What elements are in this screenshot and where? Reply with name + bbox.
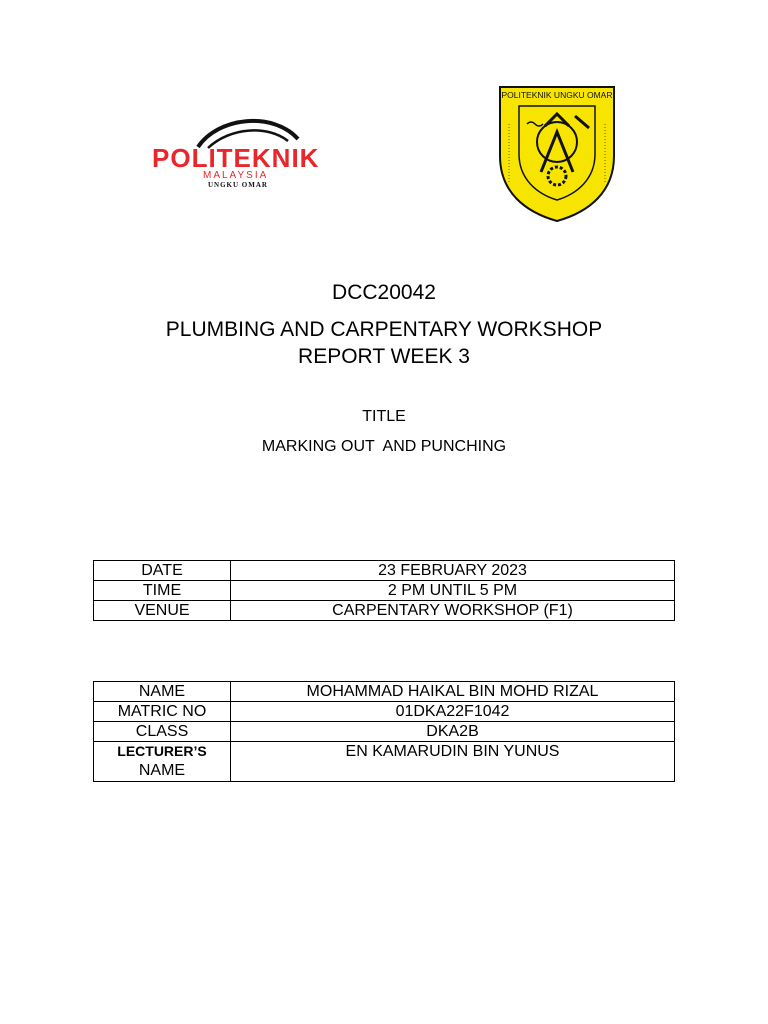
course-title: [0, 316, 768, 370]
table-row: [94, 561, 675, 581]
student-details-table: [93, 681, 675, 782]
time-label: TIME: [94, 581, 231, 601]
table-row: [94, 702, 675, 722]
name-value: MOHAMMAD HAIKAL BIN MOHD RIZAL: [231, 682, 675, 702]
matric-label: MATRIC NO: [94, 702, 231, 722]
table-row: [94, 742, 675, 782]
class-value: DKA2B: [231, 722, 675, 742]
politeknik-ungku-omar-crest: [497, 84, 617, 224]
report-title: MARKING OUT AND PUNCHING: [261, 438, 507, 455]
table-row: [94, 722, 675, 742]
svg-text:UNGKU OMAR: UNGKU OMAR: [208, 181, 268, 189]
venue-value: CARPENTARY WORKSHOP (F1): [231, 601, 675, 621]
lecturer-label: [94, 742, 231, 782]
venue-label: VENUE: [94, 601, 231, 621]
svg-text:POLITEKNIK: POLITEKNIK: [152, 143, 320, 173]
course-code: DCC20042: [332, 281, 436, 304]
date-value: 23 FEBRUARY 2023: [231, 561, 675, 581]
name-label: NAME: [94, 682, 231, 702]
course-title-line-2: REPORT WEEK 3: [298, 345, 470, 368]
title-heading: TITLE: [362, 408, 406, 425]
lecturer-value: EN KAMARUDIN BIN YUNUS: [231, 742, 675, 782]
course-title-line-1: PLUMBING AND CARPENTARY WORKSHOP: [165, 318, 603, 341]
table-row: [94, 581, 675, 601]
table-row: [94, 601, 675, 621]
class-label: CLASS: [94, 722, 231, 742]
politeknik-malaysia-logo: [148, 115, 340, 190]
matric-value: 01DKA22F1042: [231, 702, 675, 722]
time-value: 2 PM UNTIL 5 PM: [231, 581, 675, 601]
lecturer-label-line-2: NAME: [138, 762, 186, 779]
lecturer-label-line-1: LECTURER’S: [117, 743, 207, 759]
table-row: [94, 682, 675, 702]
svg-text:MALAYSIA: MALAYSIA: [203, 170, 269, 181]
session-details-table: [93, 560, 675, 621]
date-label: DATE: [94, 561, 231, 581]
svg-text:POLITEKNIK UNGKU OMAR: POLITEKNIK UNGKU OMAR: [501, 90, 613, 100]
